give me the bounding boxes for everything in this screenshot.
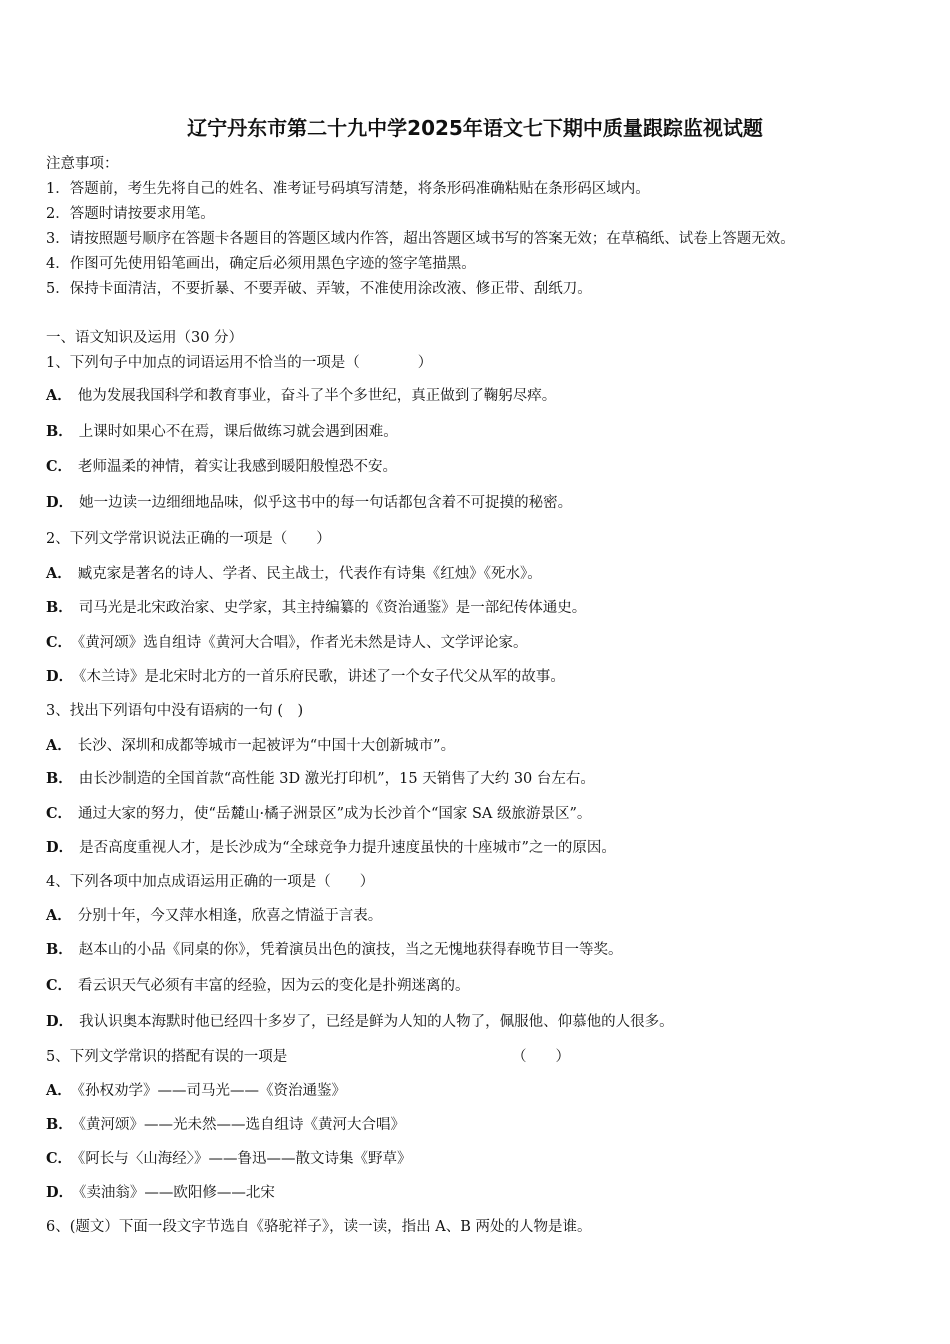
option-key: D． xyxy=(46,668,74,685)
option-text: 是否高度重视人才，是长沙成为“全球竞争力提升速度虽快的十座城市”之一的原因。 xyxy=(79,840,616,856)
option-d xyxy=(46,836,616,857)
page-title: 辽宁丹东市第二十九中学2025年语文七下期中质量跟踪监视试题 xyxy=(187,116,763,140)
option-a xyxy=(46,1079,346,1100)
option-text: 《阿长与〈山海经〉》——鲁迅——散文诗集《野草》 xyxy=(78,1151,412,1167)
question-stem: 1、下列句子中加点的词语运用不恰当的一项是（ ） xyxy=(46,355,433,371)
notice-item: 2．答题时请按要求用笔。 xyxy=(46,206,215,222)
option-a xyxy=(46,384,556,405)
notice-heading: 注意事项： xyxy=(46,156,119,172)
option-text: 《黄河颂》——光未然——选自组诗《黄河大合唱》 xyxy=(78,1117,406,1133)
option-key: D． xyxy=(46,494,74,511)
option-key: B． xyxy=(46,1116,73,1133)
option-a xyxy=(46,562,542,583)
option-key: C． xyxy=(46,977,73,994)
question-stem: 5、下列文学常识的搭配有误的一项是 xyxy=(46,1049,288,1065)
option-c xyxy=(46,802,591,823)
option-d xyxy=(46,665,565,686)
option-text: 《黄河颂》选自组诗《黄河大合唱》，作者光未然是诗人、文学评论家。 xyxy=(78,635,528,651)
option-d xyxy=(46,1181,275,1202)
option-key: C． xyxy=(46,805,73,822)
option-text: 赵本山的小品《同桌的你》，凭着演员出色的演技，当之无愧地获得春晚节目一等奖。 xyxy=(78,942,623,958)
option-key: A． xyxy=(46,565,72,582)
option-b xyxy=(46,420,398,441)
answer-paren: （ ） xyxy=(512,1049,570,1065)
option-key: C． xyxy=(46,458,73,475)
question-stem: 6、(题文）下面一段文字节选自《骆驼祥子》，读一读，指出 A、B 两处的人物是谁。 xyxy=(46,1219,592,1235)
option-text: 我认识奥本海默时他已经四十多岁了，已经是鲜为人知的人物了，佩服他、仰慕他的人很多。 xyxy=(79,1014,674,1030)
option-d xyxy=(46,491,572,512)
option-text: 臧克家是著名的诗人、学者、民主战士，代表作有诗集《红烛》《死水》。 xyxy=(77,566,542,582)
option-key: D． xyxy=(46,1013,74,1030)
option-text: 《木兰诗》是北宋时北方的一首乐府民歌，讲述了一个女子代父从军的故事。 xyxy=(79,669,565,685)
option-key: A． xyxy=(46,1082,72,1099)
option-key: B． xyxy=(46,599,73,616)
option-text: 司马光是北宋政治家、史学家，其主持编纂的《资治通鉴》是一部纪传体通史。 xyxy=(78,600,587,616)
option-b xyxy=(46,1113,405,1134)
notice-item: 5．保持卡面清洁，不要折暴、不要弄破、弄皱，不准使用涂改液、修正带、刮纸刀。 xyxy=(46,281,592,297)
option-text: 老师温柔的神情，着实让我感到暖阳般惶恐不安。 xyxy=(78,459,398,475)
option-text: 上课时如果心不在焉，课后做练习就会遇到困难。 xyxy=(78,424,398,440)
option-key: C． xyxy=(46,634,73,651)
option-text: 《孙权劝学》——司马光——《资治通鉴》 xyxy=(77,1083,347,1099)
option-key: C． xyxy=(46,1150,73,1167)
option-text: 分别十年，今又萍水相逢，欣喜之情溢于言表。 xyxy=(77,908,383,924)
option-a xyxy=(46,734,455,755)
option-c xyxy=(46,974,470,995)
option-key: A． xyxy=(46,387,72,404)
option-c xyxy=(46,631,528,652)
option-key: B． xyxy=(46,423,73,440)
option-b xyxy=(46,938,623,959)
option-text: 长沙、深圳和成都等城市一起被评为“中国十大创新城市”。 xyxy=(77,738,456,754)
option-b xyxy=(46,596,586,617)
option-key: B． xyxy=(46,941,73,958)
section-heading: 一、语文知识及运用（30 分） xyxy=(46,330,244,346)
question-stem: 4、下列各项中加点成语运用正确的一项是（ ） xyxy=(46,874,375,890)
option-key: B． xyxy=(46,770,73,787)
notice-item: 1．答题前，考生先将自己的姓名、准考证号码填写清楚，将条形码准确粘贴在条形码区域内。 xyxy=(46,181,650,197)
option-key: A． xyxy=(46,737,72,754)
notice-item: 3．请按照题号顺序在答题卡各题目的答题区域内作答，超出答题区域书写的答案无效；在草稿纸、试卷上答题无效。 xyxy=(46,231,795,247)
option-key: A． xyxy=(46,907,72,924)
question-stem: 2、下列文学常识说法正确的一项是（ ） xyxy=(46,531,331,547)
option-text: 通过大家的努力，使“岳麓山·橘子洲景区”成为长沙首个“国家 SA 级旅游景区”。 xyxy=(78,806,592,822)
option-text: 《卖油翁》——欧阳修——北宋 xyxy=(79,1185,275,1201)
notice-item: 4．作图可先使用铅笔画出，确定后必须用黑色字迹的签字笔描黑。 xyxy=(46,256,476,272)
option-a xyxy=(46,904,382,925)
option-text: 她一边读一边细细地品味，似乎这书中的每一句话都包含着不可捉摸的秘密。 xyxy=(79,495,573,511)
option-text: 由长沙制造的全国首款“高性能 3D 激光打印机”，15 天销售了大约 30 台左右。 xyxy=(78,771,595,787)
option-text: 他为发展我国科学和教育事业，奋斗了半个多世纪，真正做到了鞠躬尽瘁。 xyxy=(77,388,557,404)
option-text: 看云识天气必须有丰富的经验，因为云的变化是扑朔迷离的。 xyxy=(78,978,470,994)
option-d xyxy=(46,1010,674,1031)
option-c xyxy=(46,1147,412,1168)
question-stem: 3、找出下列语句中没有语病的一句 ( ) xyxy=(46,703,304,719)
option-key: D． xyxy=(46,839,74,856)
option-c xyxy=(46,455,397,476)
option-b xyxy=(46,767,595,788)
option-key: D． xyxy=(46,1184,74,1201)
